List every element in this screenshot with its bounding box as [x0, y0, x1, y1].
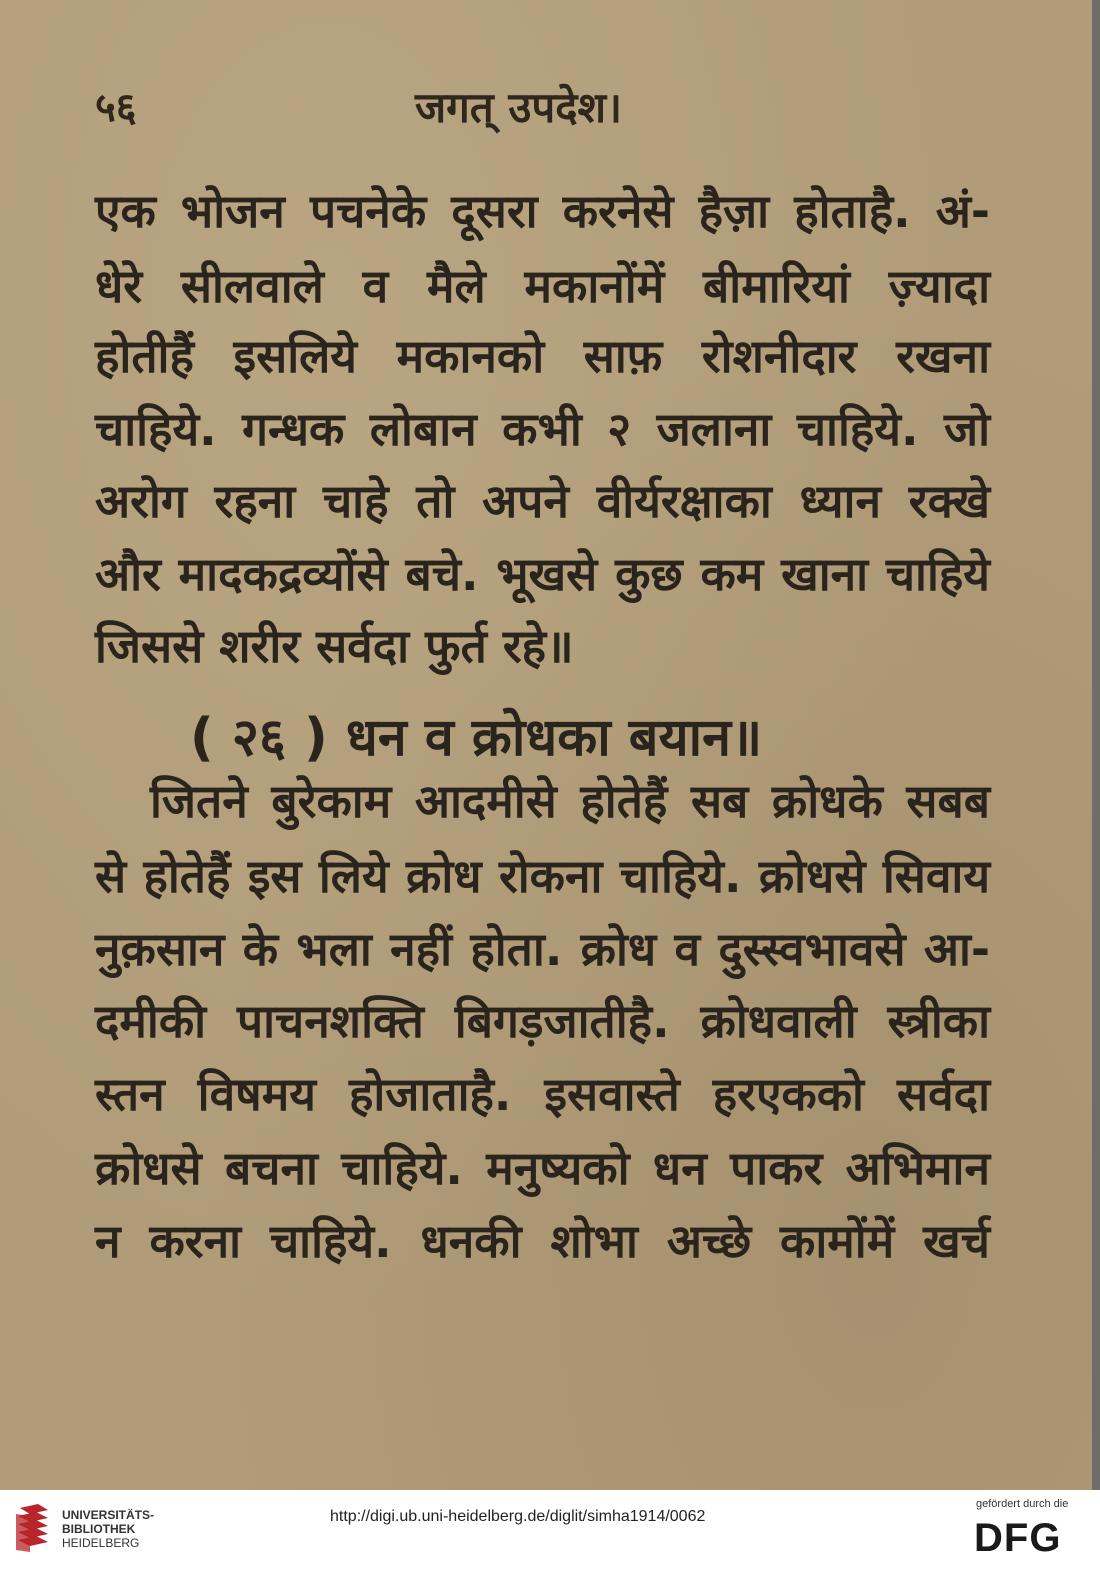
body-line: न करना चाहिये. धनकी शोभा अच्छे कामोंमें खर्च: [95, 1214, 990, 1268]
permalink-url[interactable]: http://digi.ub.uni-heidelberg.de/diglit/simha1914/0062: [330, 1508, 706, 1525]
body-line: धेरे सीलवाले व मैले मकानोंमें बीमारियां ज़्यादा: [95, 259, 990, 313]
body-line: चाहिये. गन्धक लोबान कभी २ जलाना चाहिये. जो: [95, 402, 990, 456]
body-line: जिससे शरीर सर्वदा फुर्त रहे॥: [95, 619, 574, 673]
body-line: और मादकद्रव्योंसे बचे. भूखसे कुछ कम खाना चाहिये: [95, 547, 990, 601]
body-line: होतीहैं इसलिये मकानको साफ़ रोशनीदार रखना: [95, 329, 990, 383]
body-line: क्रोधसे बचना चाहिये. मनुष्यको धन पाकर अभिमान: [95, 1141, 990, 1195]
scan-edge: [1092, 0, 1100, 1490]
library-name-line: UNIVERSITÄTS-: [62, 1508, 155, 1522]
library-name[interactable]: [62, 1508, 154, 1550]
page-header: [95, 78, 985, 138]
funded-by-label: gefördert durch die: [976, 1498, 1069, 1510]
body-line: दमीकी पाचनशक्ति बिगड़जातीहै. क्रोधवाली स्त्रीका: [95, 994, 990, 1048]
page-number: ५६: [95, 85, 137, 131]
dfg-logo[interactable]: DFG: [974, 1516, 1062, 1560]
body-line: से होतेहैं इस लिये क्रोध रोकना चाहिये. क्रोधसे सिवाय: [95, 849, 990, 903]
section-heading: ( २६ ) धन व क्रोधका बयान॥: [190, 708, 763, 768]
body-line: एक भोजन पचनेके दूसरा करनेसे हैज़ा होताहै. अं-: [95, 184, 990, 238]
body-line: जितने बुरेकाम आदमीसे होतेहैं सब क्रोधके सबब: [150, 774, 990, 828]
library-name-line: HEIDELBERG: [62, 1536, 140, 1550]
body-line: नुक़सान के भला नहीं होता. क्रोध व दुस्स्वभावसे आ-: [95, 922, 990, 976]
ub-heidelberg-logo-icon[interactable]: [14, 1502, 54, 1554]
body-line: स्तन विषमय होजाताहै. इसवास्ते हरएकको सर्वदा: [95, 1067, 990, 1121]
library-name-line: BIBLIOTHEK: [62, 1522, 136, 1536]
digitization-footer: [0, 1490, 1100, 1575]
running-title: जगत् उपदेश।: [415, 83, 623, 132]
body-line: अरोग रहना चाहे तो अपने वीर्यरक्षाका ध्यान रक्खे: [95, 474, 990, 528]
